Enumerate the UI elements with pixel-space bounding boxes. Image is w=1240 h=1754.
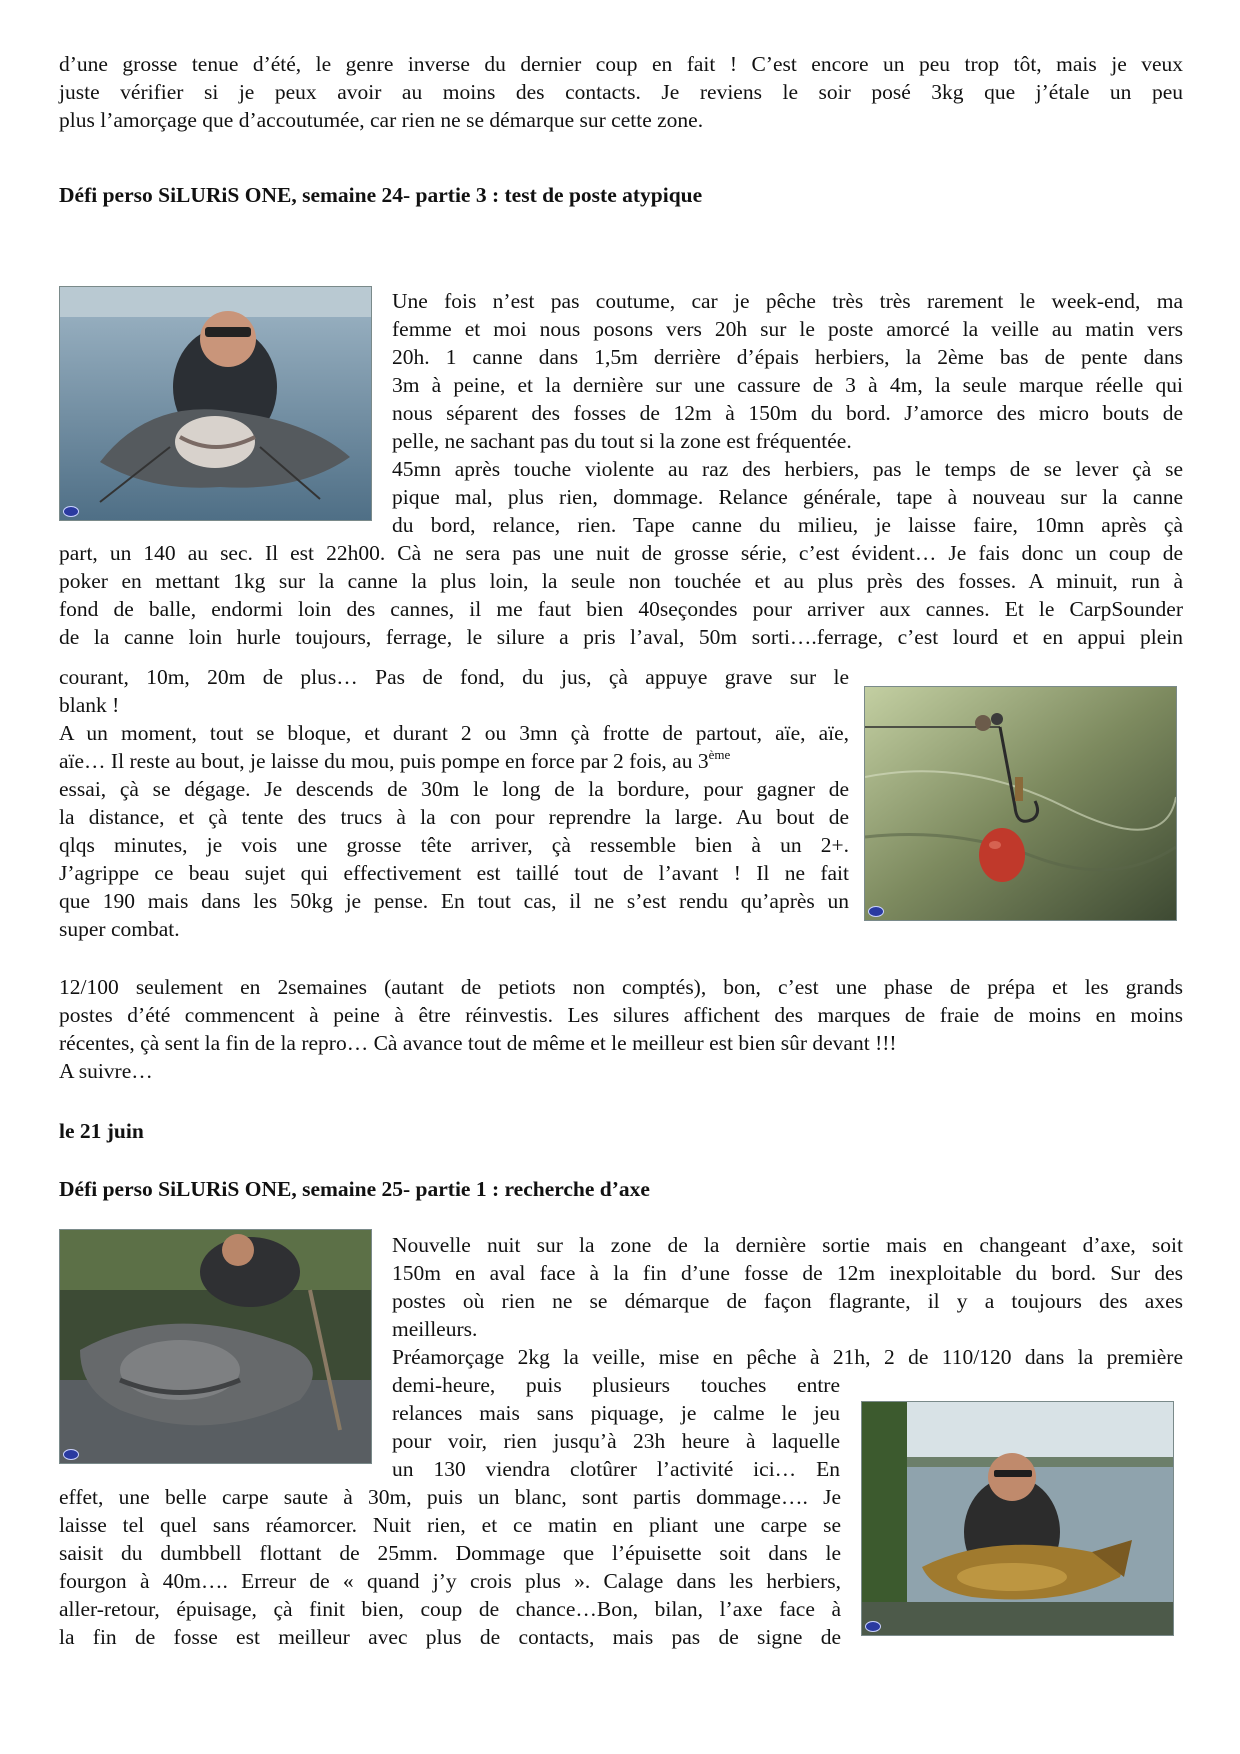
s2-line-6: demi-heure, puis plusieurs touches entre bbox=[392, 1373, 840, 1397]
s1-line-8: pique mal, plus rien, dommage. Relance générale, tape à nouveau sur la canne bbox=[392, 485, 1183, 509]
s1-line-1: Une fois n’est pas coutume, car je pêche très très rarement le week-end, ma bbox=[392, 289, 1183, 313]
s1-line-23: super combat. bbox=[59, 917, 180, 941]
s2-line-10: effet, une belle carpe saute à 30m, puis un blanc, sont partis dommage…. Je bbox=[59, 1485, 841, 1509]
s1-line-3: 20h. 1 canne dans 1,5m derrière d’épais herbiers, la 2ème bas de pente dans bbox=[392, 345, 1183, 369]
angler-carp-photo bbox=[861, 1401, 1174, 1636]
s2-line-13: fourgon à 40m…. Erreur de « quand j’y crois plus ». Calage dans les herbiers, bbox=[59, 1569, 841, 1593]
superscript-eme: ème bbox=[708, 747, 731, 762]
s2-line-4: meilleurs. bbox=[392, 1317, 478, 1341]
angler-catfish-photo bbox=[59, 286, 372, 521]
s2-line-1: Nouvelle nuit sur la zone de la dernière sortie mais en changeant d’axe, soit bbox=[392, 1233, 1183, 1257]
s1-line-13: de la canne loin hurle toujours, ferrage, le silure a pris l’aval, 50m sorti….ferrage, c’est lourd et en appui plein bbox=[59, 625, 1183, 649]
s1-line-4: 3m à peine, et la dernière sur une cassure de 3 à 4m, la seule marque réelle qui bbox=[392, 373, 1183, 397]
catfish-shore-photo bbox=[59, 1229, 372, 1464]
boilie-rig-photo bbox=[864, 686, 1177, 921]
s1-line-16: A un moment, tout se bloque, et durant 2 ou 3mn çà frotte de partout, aïe, aïe, bbox=[59, 721, 849, 745]
intro-line-3: plus l’amorçage que d’accoutumée, car rien ne se démarque sur cette zone. bbox=[59, 108, 704, 132]
s1-line-2: femme et moi nous posons vers 20h sur le poste amorcé la veille au matin vers bbox=[392, 317, 1183, 341]
s1-line-19: la distance, et çà tente des trucs à la con pour reprendre la large. Au bout de bbox=[59, 805, 849, 829]
s1-line-7: 45mn après touche violente au raz des herbiers, pas le temps de se lever çà se bbox=[392, 457, 1183, 481]
s2-line-2: 150m en aval face à la fin d’une fosse de 12m inexploitable du bord. Sur des bbox=[392, 1261, 1183, 1285]
s1-line-22: que 190 mais dans les 50kg je pense. En tout cas, il ne s’est rendu qu’après un bbox=[59, 889, 849, 913]
date-heading: le 21 juin bbox=[59, 1119, 144, 1143]
watermark-logo-icon bbox=[63, 1449, 79, 1460]
s2-line-5: Préamorçage 2kg la veille, mise en pêche à 21h, 2 de 110/120 dans la première bbox=[392, 1345, 1183, 1369]
intro-line-2: juste vérifier si je peux avoir au moins des contacts. Je reviens le soir posé 3kg que j’étale un peu bbox=[59, 80, 1183, 104]
summary-line-1: 12/100 seulement en 2semaines (autant de petiots non comptés), bon, c’est une phase de prépa et les grands bbox=[59, 975, 1183, 999]
s1-line-17: aïe… Il reste au bout, je laisse du mou, puis pompe en force par 2 fois, au 3ème bbox=[59, 747, 731, 773]
s2-line-9: un 130 viendra clotûrer l’activité ici… En bbox=[392, 1457, 840, 1481]
summary-line-2: postes d’été commencent à peine à être réinvestis. Les silures affichent des marques de fraie de moins en moins bbox=[59, 1003, 1183, 1027]
s1-line-11: poker en mettant 1kg sur la canne la plus loin, la seule non touchée et au plus près des fosses. A minuit, run à bbox=[59, 569, 1183, 593]
s1-line-6: pelle, ne sachant pas du tout si la zone est fréquentée. bbox=[392, 429, 852, 453]
s1-line-10: part, un 140 au sec. Il est 22h00. Cà ne sera pas une nuit de grosse série, c’est évident… Je fais donc un coup de bbox=[59, 541, 1183, 565]
intro-line-1: d’une grosse tenue d’été, le genre inverse du dernier coup en fait ! C’est encore un peu trop tôt, mais je veux bbox=[59, 52, 1183, 76]
s1-line-18: essai, çà se dégage. Je descends de 30m le long de la bordure, pour gagner de bbox=[59, 777, 849, 801]
s1-line-5: nous séparent des fosses de 12m à 150m du bord. J’amorce des micro bouts de bbox=[392, 401, 1183, 425]
s1-line-15: blank ! bbox=[59, 693, 120, 717]
s1-line-20: qlqs minutes, je vois une grosse tête arriver, çà ressemble bien à un 2+. bbox=[59, 833, 849, 857]
s1-line-14: courant, 10m, 20m de plus… Pas de fond, du jus, çà appuye grave sur le bbox=[59, 665, 849, 689]
s2-line-12: saisit du dumbbell flottant de 25mm. Dommage que l’épuisette soit dans le bbox=[59, 1541, 841, 1565]
s1-line-12: fond de balle, endormi loin des cannes, il me faut bien 40seçondes pour arriver aux cannes. Et le CarpSounder bbox=[59, 597, 1183, 621]
s2-line-8: pour voir, rien jusqu’à 23h heure à laquelle bbox=[392, 1429, 840, 1453]
s2-line-14: aller-retour, épuisage, çà finit bien, coup de chance…Bon, bilan, l’axe face à bbox=[59, 1597, 841, 1621]
summary-line-4: A suivre… bbox=[59, 1059, 153, 1083]
watermark-logo-icon bbox=[868, 906, 884, 917]
section-heading-semaine-25: Défi perso SiLURiS ONE, semaine 25- partie 1 : recherche d’axe bbox=[59, 1177, 650, 1201]
s2-line-3: postes où rien ne se démarque de façon flagrante, il y a toujours des axes bbox=[392, 1289, 1183, 1313]
s1-line-21: J’agrippe ce beau sujet qui effectivement est taillé tout de l’avant ! Il ne fait bbox=[59, 861, 849, 885]
summary-line-3: récentes, çà sent la fin de la repro… Cà avance tout de même et le meilleur est bien sûr devant !!! bbox=[59, 1031, 897, 1055]
s2-line-11: laisse tel quel sans réamorcer. Nuit rien, et ce matin en pliant une carpe se bbox=[59, 1513, 841, 1537]
s2-line-15: la fin de fosse est meilleur avec plus de contacts, mais pas de signe de bbox=[59, 1625, 841, 1649]
watermark-logo-icon bbox=[63, 506, 79, 517]
section-heading-semaine-24: Défi perso SiLURiS ONE, semaine 24- partie 3 : test de poste atypique bbox=[59, 183, 703, 207]
s2-line-7: relances mais sans piquage, je calme le jeu bbox=[392, 1401, 840, 1425]
s1-line-9: du bord, relance, rien. Tape canne du milieu, je laisse faire, 10mn après çà bbox=[392, 513, 1183, 537]
watermark-logo-icon bbox=[865, 1621, 881, 1632]
